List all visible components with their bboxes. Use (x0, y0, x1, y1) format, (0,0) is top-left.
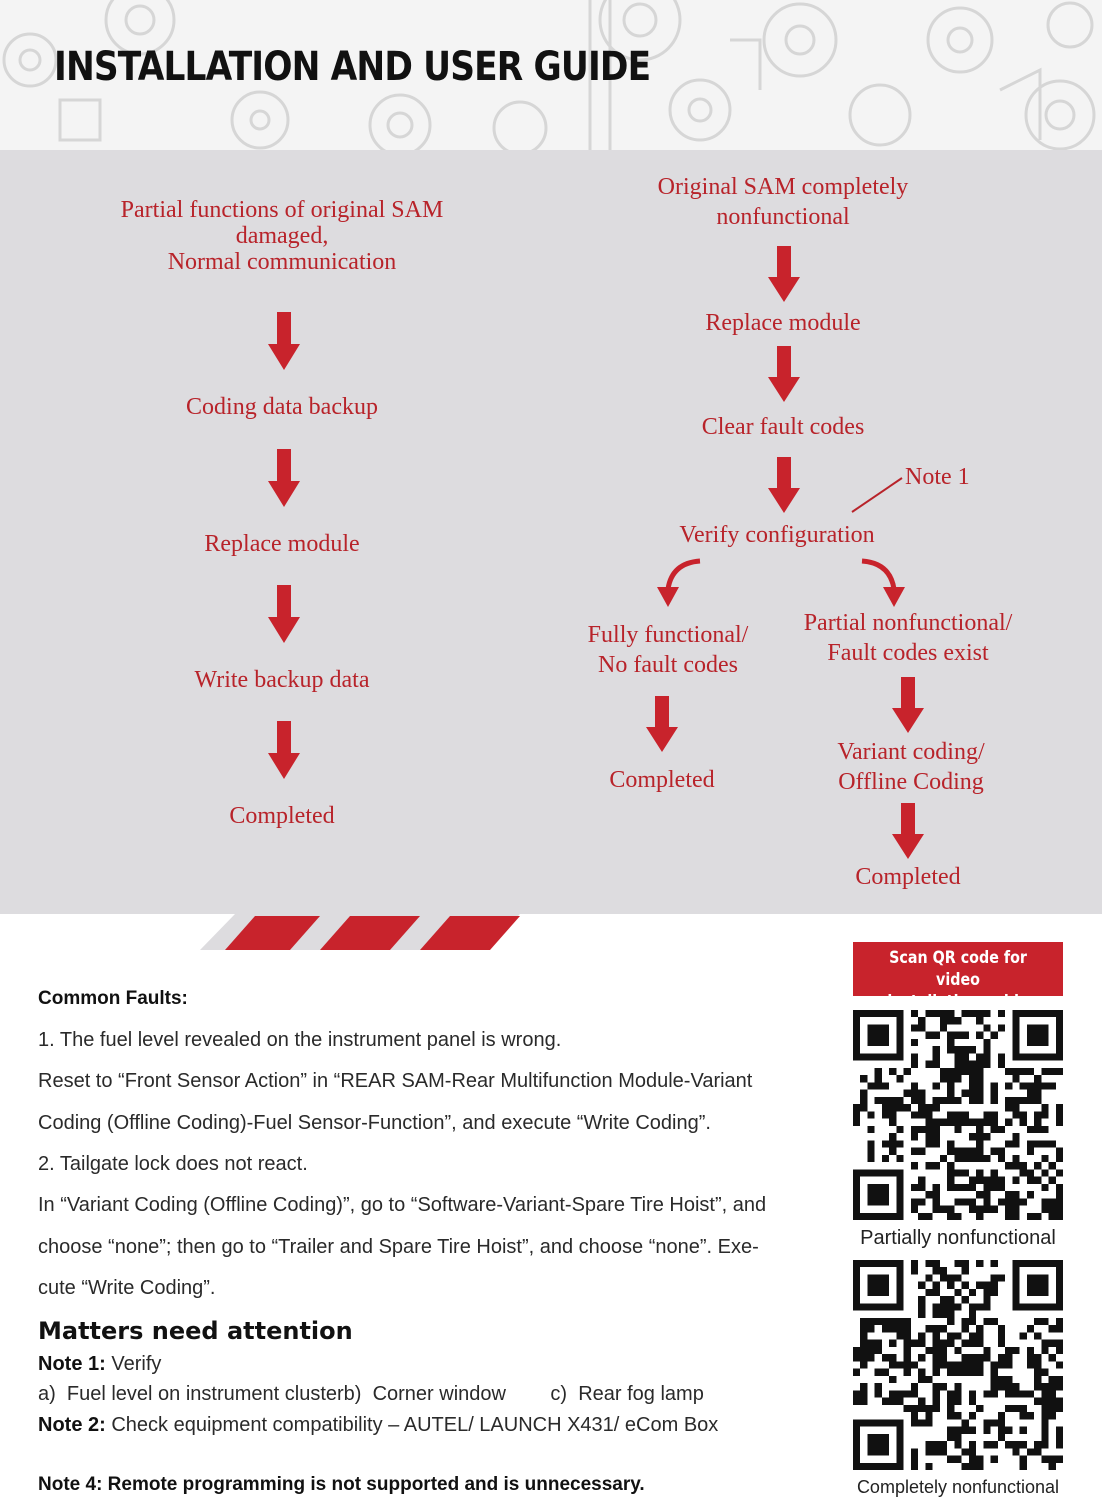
left-step-replace-module: Replace module (204, 531, 360, 557)
right-step-verify-configuration: Verify configuration (679, 522, 875, 548)
branch-b-line2: Fault codes exist (827, 640, 989, 666)
fault-line: In “Variant Coding (Offline Coding)”, go to “Software-Variant-Spare Tire Hoist”, and (38, 1194, 767, 1216)
note2-text: Check equipment compatibility – AUTEL/ LAUNCH X431/ eCom Box (105, 1414, 719, 1436)
note-pointer-line (850, 476, 904, 514)
right-flow-start (603, 172, 963, 232)
note1-label-text: Note 1: (38, 1353, 106, 1375)
left-step-coding-backup: Coding data backup (186, 394, 378, 420)
header-banner (0, 0, 1102, 150)
branch-partial-nonfunctional (778, 608, 1038, 668)
qr-caption-complete: Completely nonfunctional (856, 1477, 1060, 1497)
arrow-down-icon (268, 721, 300, 779)
fault-line: 1. The fuel level revealed on the instrument panel is wrong. (38, 1029, 562, 1051)
note1-label: Note 1 (905, 464, 970, 490)
branch-a-line1: Fully functional/ (587, 622, 749, 648)
qr-caption-partial: Partially nonfunctional (860, 1227, 1056, 1249)
branch-b-variant-coding (791, 737, 1031, 797)
qr-banner-line1: Scan QR code for video (889, 948, 1027, 990)
branch-b-step-line1: Variant coding/ (837, 739, 985, 765)
arrow-down-icon (892, 803, 924, 859)
note2-row (38, 1414, 718, 1437)
right-step-replace-module: Replace module (705, 310, 861, 336)
left-start-line2: damaged, (235, 223, 329, 249)
branch-b-completed: Completed (855, 864, 961, 890)
arrow-down-icon (768, 246, 800, 302)
left-end-completed: Completed (229, 803, 335, 829)
fault-line: choose “none”; then go to “Trailer and Spare Tire Hoist”, and choose “none”. Exe- (38, 1236, 759, 1258)
page-title: INSTALLATION AND USER GUIDE (54, 44, 651, 90)
fault-line: 2. Tailgate lock does not react. (38, 1153, 308, 1175)
fault-line: Reset to “Front Sensor Action” in “REAR SAM-Rear Multifunction Module-Variant (38, 1070, 753, 1092)
branch-a-completed: Completed (609, 767, 715, 793)
right-step-clear-fault-codes: Clear fault codes (701, 414, 865, 440)
curved-arrow-left-icon (648, 555, 708, 609)
right-start-line2: nonfunctional (716, 204, 850, 230)
left-step-write-backup: Write backup data (194, 667, 370, 693)
common-faults-heading: Common Faults: (38, 988, 188, 1009)
arrow-down-icon (768, 457, 800, 513)
branch-a-line2: No fault codes (598, 652, 738, 678)
right-start-line1: Original SAM completely (657, 174, 909, 200)
decorative-stripes (0, 912, 540, 952)
fault-line: cute “Write Coding”. (38, 1277, 216, 1299)
note1-row (38, 1353, 161, 1376)
arrow-down-icon (646, 696, 678, 752)
qr-code-partially-nonfunctional[interactable] (853, 1010, 1063, 1220)
arrow-down-icon (892, 677, 924, 733)
curved-arrow-right-icon (856, 555, 916, 609)
arrow-down-icon (268, 585, 300, 643)
fault-line: Coding (Offline Coding)-Fuel Sensor-Function”, and execute “Write Coding”. (38, 1112, 711, 1134)
qr-code-completely-nonfunctional[interactable] (853, 1260, 1063, 1470)
note4-text: Note 4: Remote programming is not supported and is unnecessary. (38, 1474, 645, 1495)
note2-label-text: Note 2: (38, 1414, 106, 1436)
branch-fully-functional (553, 620, 783, 680)
arrow-down-icon (268, 312, 300, 370)
arrow-down-icon (268, 449, 300, 507)
note1-items: a) Fuel level on instrument clusterb) Corner window c) Rear fog lamp (38, 1383, 704, 1405)
note1-text: Verify (105, 1353, 162, 1375)
qr-banner-line2: installation guide (887, 992, 1029, 1012)
left-start-line3: Normal communication (167, 249, 397, 275)
left-start-line1: Partial functions of original SAM (120, 197, 444, 223)
arrow-down-icon (768, 346, 800, 402)
left-flow-start (82, 197, 482, 275)
attention-heading: Matters need attention (38, 1317, 353, 1345)
branch-b-step-line2: Offline Coding (838, 769, 984, 795)
branch-b-line1: Partial nonfunctional/ (803, 610, 1013, 636)
qr-banner (853, 942, 1063, 1012)
